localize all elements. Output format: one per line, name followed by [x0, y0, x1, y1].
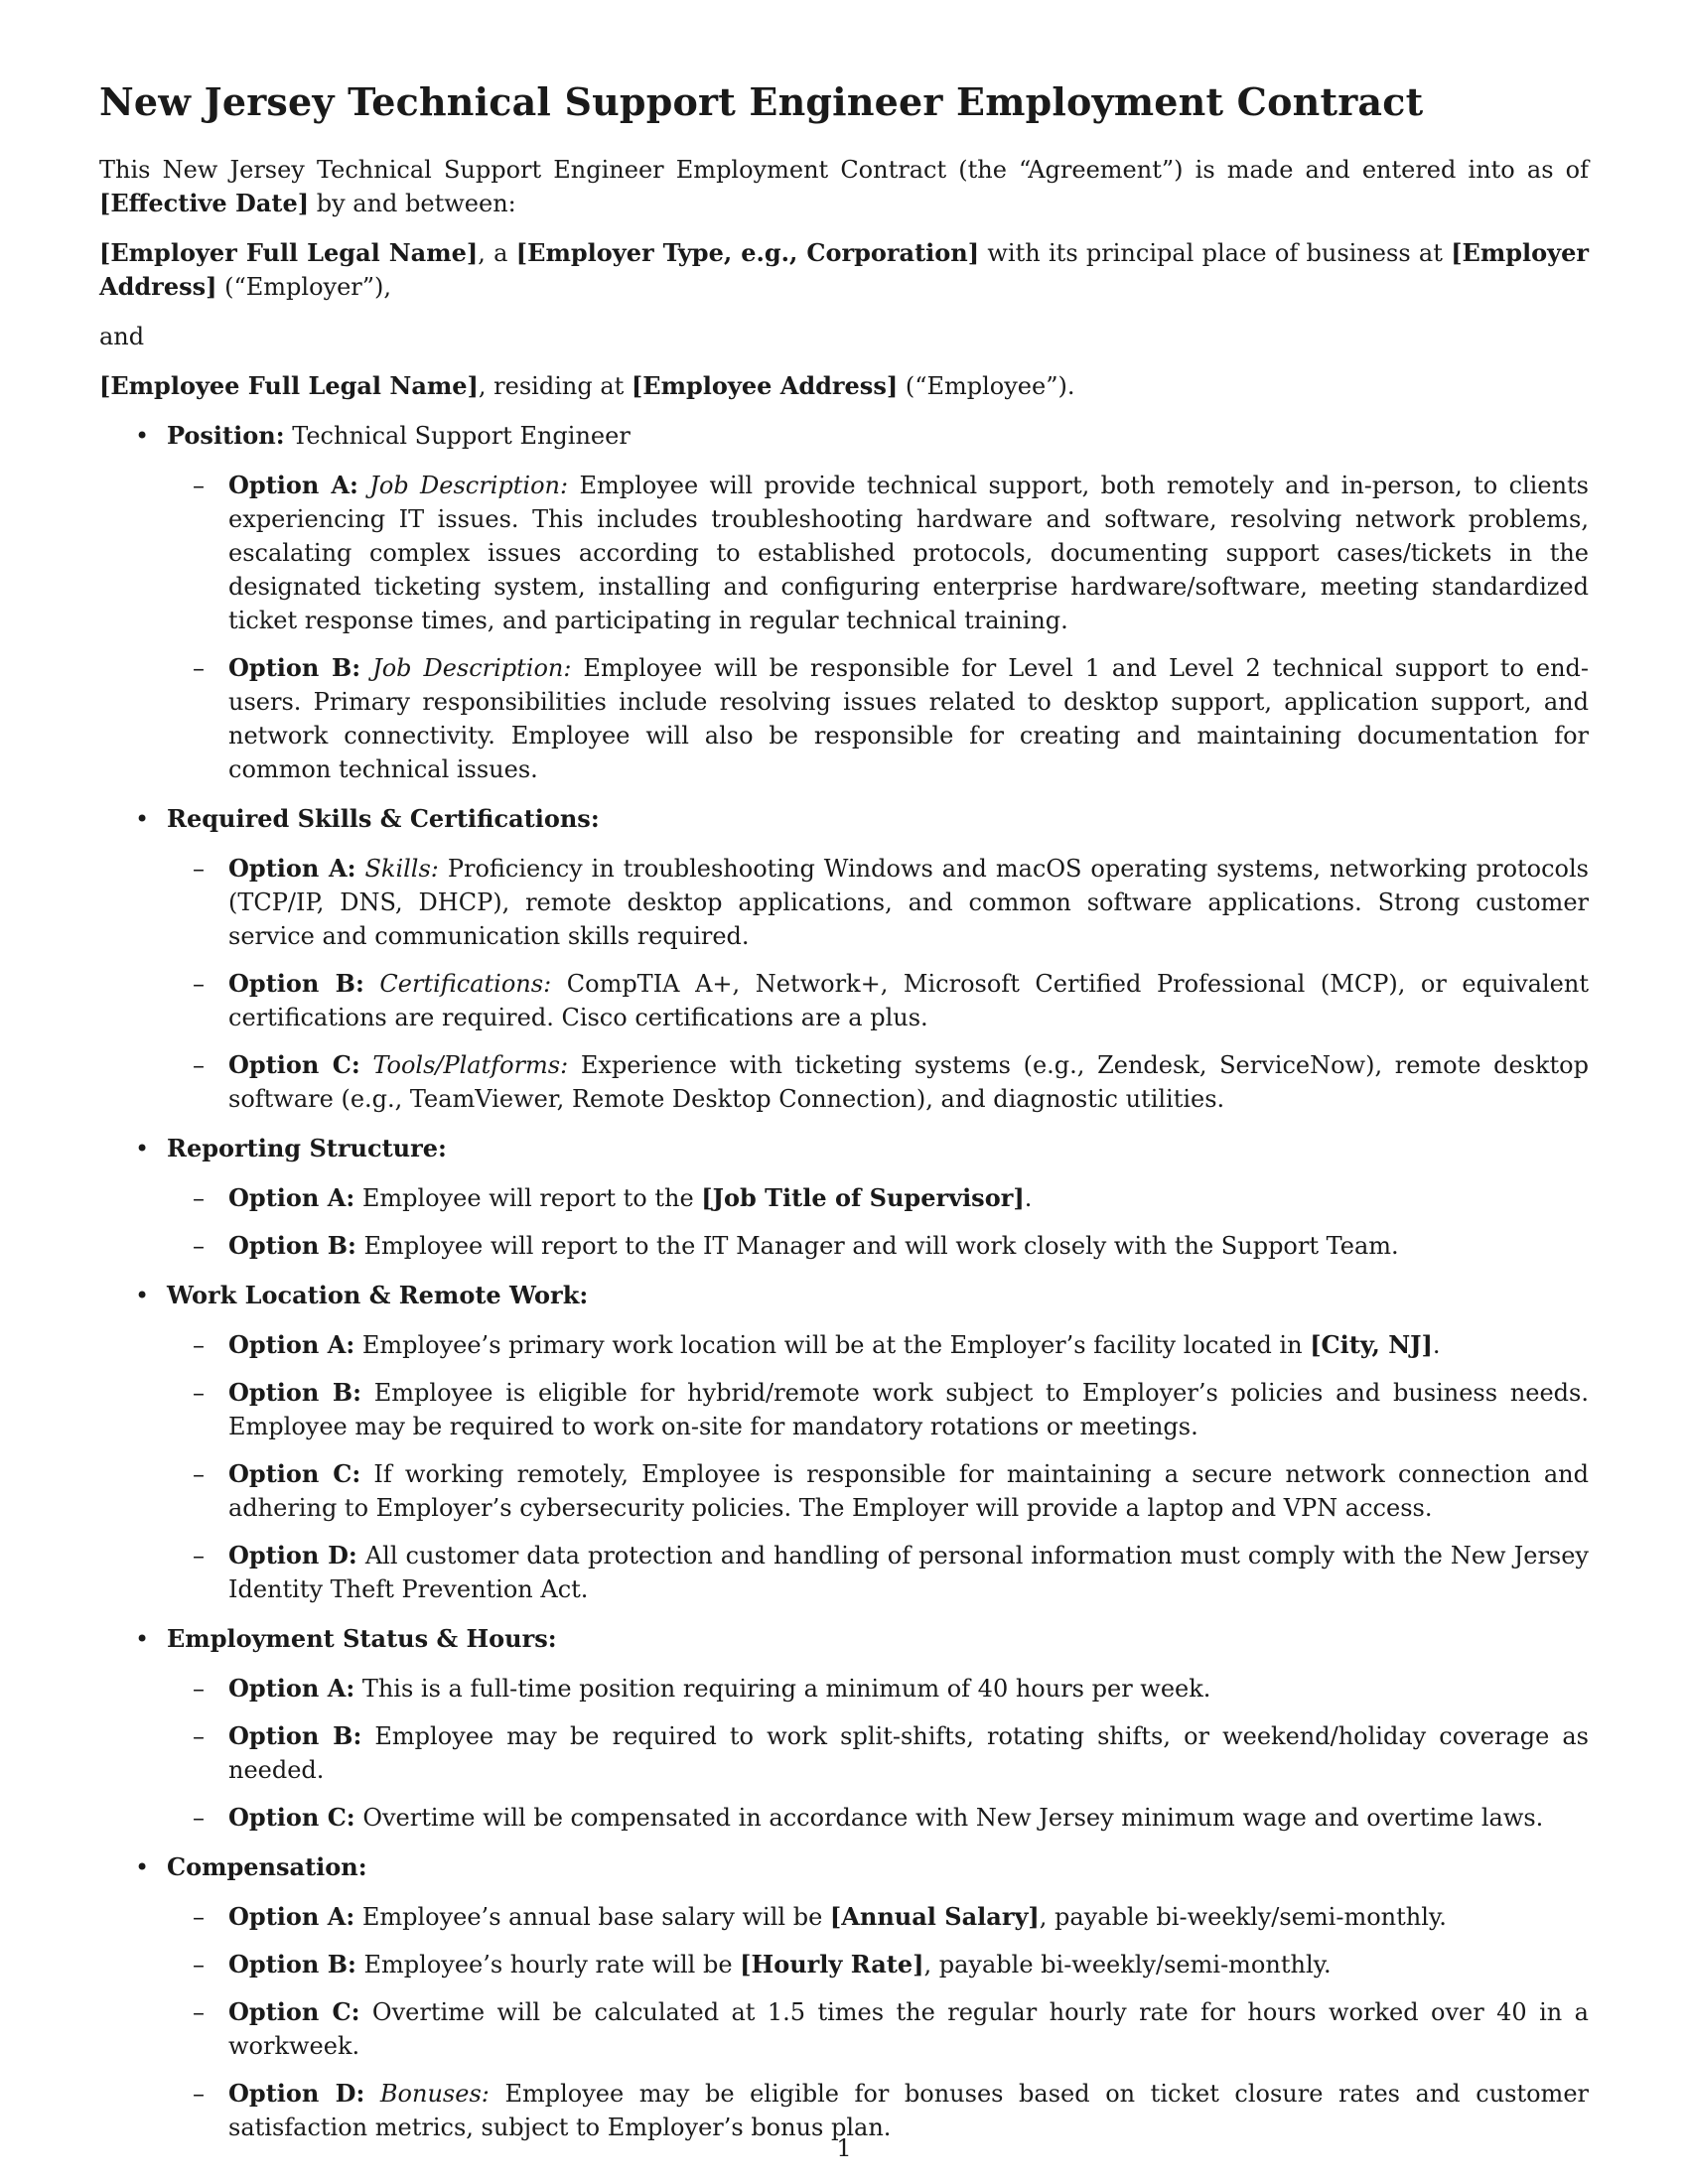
employee-text: (“Employee”). [905, 371, 1075, 400]
dash-icon: – [193, 1721, 205, 1750]
page-number: 1 [836, 2134, 852, 2162]
option-label: Option D: [228, 2078, 365, 2108]
option-text: Employee may be eligible for bonuses based on ticket closure rates and customer satisfaction metrics, subject to Employer’s bonus plan. [228, 2079, 1589, 2141]
employer-text: with its principal place of business at [987, 238, 1443, 267]
employer-name-placeholder: [Employer Full Legal Name] [99, 237, 479, 267]
option-label: Option A: [228, 1673, 355, 1703]
option-item [167, 1672, 1589, 1706]
dash-icon: – [193, 1950, 205, 1979]
option-item [167, 1539, 1589, 1606]
option-item [167, 1048, 1589, 1116]
option-text: Overtime will be compensated in accordance with New Jersey minimum wage and overtime laws. [362, 1803, 1544, 1832]
option-italic-label: Job Description: [372, 653, 572, 682]
option-text-end: . [1432, 1330, 1441, 1359]
option-text: Employee’s hourly rate will be [363, 1950, 733, 1979]
section-location [99, 1279, 1589, 1606]
section-skills [99, 802, 1589, 1116]
option-text: Employee will report to the [361, 1183, 694, 1212]
option-italic-label: Tools/Platforms: [372, 1050, 569, 1079]
employer-address-placeholder: [Employer Address] [99, 237, 1589, 301]
dash-icon: – [193, 2079, 205, 2108]
intro-paragraph [99, 153, 1589, 220]
option-label: Option A: [228, 470, 358, 499]
option-text: Employee will provide technical support, both remotely and in-person, to clients experiencing IT issues. This includes troubleshooting hardware and software, resolving network problems, escalating complex issues according to established protocols, documenting support cases/tickets in the designated ticketing system, installing and configuring enterprise hardware/software, meeting standardized ticket response times, and participating in regular technical training. [228, 471, 1589, 634]
option-italic-label: Job Description: [369, 471, 569, 499]
contract-terms-list [99, 419, 1589, 2144]
option-text: Employee will report to the IT Manager and will work closely with the Support Team. [363, 1231, 1399, 1260]
employer-paragraph [99, 236, 1589, 304]
supervisor-placeholder: [Job Title of Supervisor] [701, 1182, 1025, 1212]
option-text: Proficiency in troubleshooting Windows and macOS operating systems, networking protocols (TCP/IP, DNS, DHCP), remote desktop applications, and common software applications. Strong customer service and communication skills required. [228, 854, 1589, 950]
option-label: Option A: [228, 1329, 355, 1359]
option-text-end: , payable bi-weekly/semi-monthly. [923, 1950, 1332, 1979]
bullet-icon: • [135, 1281, 150, 1309]
option-label: Option C: [228, 1996, 360, 2026]
dash-icon: – [193, 854, 205, 883]
dash-icon: – [193, 1541, 205, 1570]
option-item [167, 1229, 1589, 1263]
option-label: Option B: [228, 1377, 361, 1407]
option-list [167, 1328, 1589, 1606]
option-item [167, 852, 1589, 953]
employer-text: , a [478, 238, 508, 267]
option-text: Employee is eligible for hybrid/remote work subject to Employer’s policies and business needs. Employee may be required to work on-site for mandatory rotations or meetings. [228, 1378, 1589, 1440]
option-text: CompTIA A+, Network+, Microsoft Certified Professional (MCP), or equivalent certifications are required. Cisco certifications are a plus. [228, 969, 1589, 1031]
employee-paragraph [99, 369, 1589, 403]
employer-type-placeholder: [Employer Type, e.g., Corporation] [515, 237, 980, 267]
option-list [167, 469, 1589, 786]
option-text: Overtime will be calculated at 1.5 times the regular hourly rate for hours worked over 40 in a workweek. [228, 1997, 1589, 2060]
option-item [167, 1948, 1589, 1981]
option-label: Option C: [228, 1049, 360, 1079]
document-title: New Jersey Technical Support Engineer Employment Contract [99, 79, 1424, 124]
option-text: All customer data protection and handling of personal information must comply with the New Jersey Identity Theft Prevention Act. [228, 1541, 1589, 1603]
intro-text: This New Jersey Technical Support Engineer Employment Contract (the “Agreement”) is made and entered into as of [99, 155, 1589, 184]
option-text-end: , payable bi-weekly/semi-monthly. [1039, 1902, 1447, 1931]
option-label: Option B: [228, 1720, 362, 1750]
section-heading: Work Location & Remote Work: [167, 1280, 589, 1309]
option-italic-label: Bonuses: [379, 2079, 490, 2108]
option-item [167, 1719, 1589, 1787]
bullet-icon: • [135, 1134, 150, 1162]
dash-icon: – [193, 1183, 205, 1212]
bullet-icon: • [135, 1624, 150, 1653]
employee-address-placeholder: [Employee Address] [631, 370, 899, 400]
section-heading: Required Skills & Certifications: [167, 803, 600, 833]
option-list [167, 1672, 1589, 1835]
effective-date-placeholder: [Effective Date] [99, 188, 310, 217]
dash-icon: – [193, 1902, 205, 1931]
dash-icon: – [193, 1674, 205, 1703]
intro-text-end: by and between: [316, 189, 516, 217]
option-label: Option A: [228, 853, 356, 883]
annual-salary-placeholder: [Annual Salary] [829, 1901, 1040, 1931]
document-page [99, 79, 1589, 2160]
option-text: Experience with ticketing systems (e.g., Zendesk, ServiceNow), remote desktop software (e.g., TeamViewer, Remote Desktop Connection), and diagnostic utilities. [228, 1050, 1589, 1113]
dash-icon: – [193, 653, 205, 682]
option-item [167, 1328, 1589, 1362]
option-item [167, 1181, 1589, 1215]
employer-text: (“Employer”), [224, 272, 392, 301]
option-label: Option C: [228, 1458, 361, 1488]
dash-icon: – [193, 969, 205, 998]
option-text: This is a full-time position requiring a minimum of 40 hours per week. [361, 1674, 1211, 1703]
section-heading: Position: [167, 420, 285, 450]
and-paragraph: and [99, 322, 145, 350]
option-label: Option B: [228, 1230, 356, 1260]
option-label: Option B: [228, 1949, 356, 1979]
dash-icon: – [193, 1050, 205, 1079]
bullet-icon: • [135, 421, 150, 450]
option-item [167, 1995, 1589, 2063]
section-heading: Compensation: [167, 1851, 367, 1881]
option-text: Employee may be required to work split-shifts, rotating shifts, or weekend/holiday coverage as needed. [228, 1721, 1589, 1784]
option-label: Option C: [228, 1802, 355, 1832]
bullet-icon: • [135, 1852, 150, 1881]
section-compensation [99, 1850, 1589, 2144]
option-item [167, 1376, 1589, 1443]
dash-icon: – [193, 1378, 205, 1407]
dash-icon: – [193, 1459, 205, 1488]
option-label: Option D: [228, 1540, 357, 1570]
section-heading: Employment Status & Hours: [167, 1623, 557, 1653]
option-label: Option B: [228, 968, 364, 998]
option-text: Employee’s primary work location will be at the Employer’s facility located in [361, 1330, 1303, 1359]
option-item [167, 651, 1589, 786]
position-value: Technical Support Engineer [292, 421, 631, 450]
option-italic-label: Skills: [364, 854, 439, 883]
option-label: Option B: [228, 652, 361, 682]
section-reporting [99, 1132, 1589, 1263]
option-item [167, 469, 1589, 637]
option-list [167, 1181, 1589, 1263]
dash-icon: – [193, 1997, 205, 2026]
option-list [167, 852, 1589, 1116]
hourly-rate-placeholder: [Hourly Rate] [740, 1949, 924, 1979]
option-text: If working remotely, Employee is responsible for maintaining a secure network connection and adhering to Employer’s cybersecurity policies. The Employer will provide a laptop and VPN access. [228, 1459, 1589, 1522]
section-position [99, 419, 1589, 786]
dash-icon: – [193, 1803, 205, 1832]
section-status [99, 1622, 1589, 1835]
dash-icon: – [193, 471, 205, 499]
option-text: Employee will be responsible for Level 1 and Level 2 technical support to end-users. Primary responsibilities include resolving issues related to desktop support, application support, and network connectivity. Employee will also be responsible for creating and maintaining documentation for common technical issues. [228, 653, 1590, 783]
dash-icon: – [193, 1231, 205, 1260]
option-item [167, 1801, 1589, 1835]
bullet-icon: • [135, 804, 150, 833]
option-label: Option A: [228, 1182, 355, 1212]
employee-text: , residing at [478, 371, 625, 400]
option-item [167, 1900, 1589, 1934]
option-italic-label: Certifications: [379, 969, 552, 998]
option-item [167, 1457, 1589, 1525]
option-text: Employee’s annual base salary will be [361, 1902, 823, 1931]
employee-name-placeholder: [Employee Full Legal Name] [99, 370, 479, 400]
option-text-end: . [1024, 1183, 1033, 1212]
option-label: Option A: [228, 1901, 355, 1931]
city-placeholder: [City, NJ] [1310, 1329, 1433, 1359]
dash-icon: – [193, 1330, 205, 1359]
option-item [167, 967, 1589, 1034]
section-heading: Reporting Structure: [167, 1133, 447, 1162]
option-list [167, 1900, 1589, 2144]
